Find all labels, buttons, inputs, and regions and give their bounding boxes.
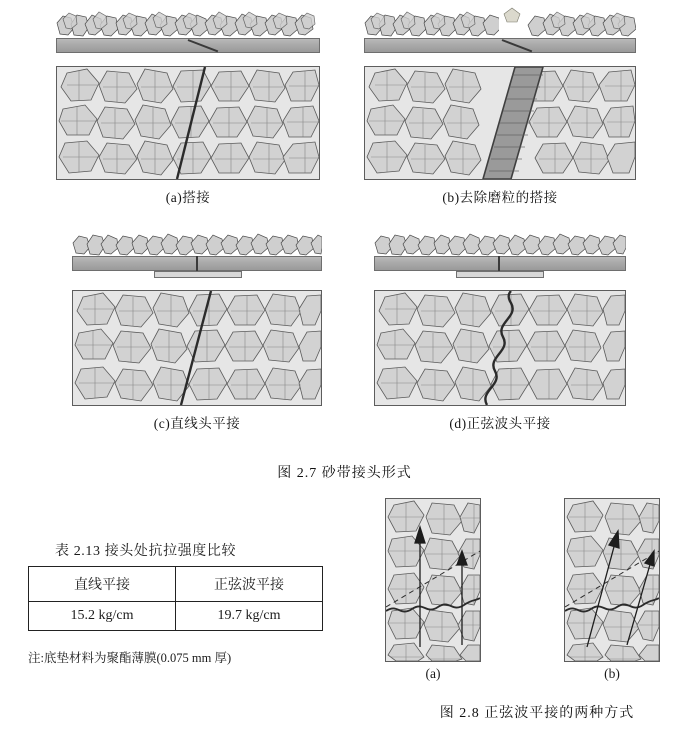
figure-2-7-panel-d [374, 228, 626, 431]
panel-d-caption: (d)正弦波头平接 [449, 416, 551, 431]
table-2-13-note: 注:底垫材料为聚酯薄膜(0.075 mm 厚) [28, 651, 232, 665]
table-row-header [29, 567, 323, 602]
splice-plate-d [456, 271, 544, 278]
splice-plate-c [154, 271, 242, 278]
figure-2-8-panel-a [385, 498, 481, 662]
seam-line-d-side [498, 256, 500, 272]
figure-2-8-title: 图 2.8 正弦波平接的两种方式 [439, 706, 635, 721]
table-2-13 [28, 566, 323, 631]
table-header-cell: 直线平接 [29, 567, 176, 602]
figure-2-7-title: 图 2.7 砂带接头形式 [277, 466, 412, 481]
figure-2-7-panel-c [72, 228, 322, 431]
table-cell: 15.2 kg/cm [29, 602, 176, 631]
backing-strip-d [374, 256, 626, 271]
figure-2-8-panel-b-caption: (b) [604, 666, 620, 681]
panel-b-caption: (b)去除磨粒的搭接 [442, 190, 558, 205]
abrasive-grain-layer-c [72, 228, 322, 256]
table-2-13-title: 表 2.13 接头处抗拉强度比较 [55, 544, 237, 559]
figure-2-7-panel-a [56, 4, 320, 204]
abrasive-grain-layer-b [364, 4, 636, 38]
magnified-view-b [364, 66, 636, 180]
figure-2-7-panel-b [364, 4, 636, 204]
panel-c-caption: (c)直线头平接 [153, 416, 241, 431]
magnified-view-a [56, 66, 320, 180]
figure-2-8-panel-b [564, 498, 660, 662]
table-cell: 19.7 kg/cm [176, 602, 323, 631]
magnified-view-d [374, 290, 626, 406]
table-row [29, 602, 323, 631]
backing-strip-b [364, 38, 636, 53]
panel-a-caption: (a)搭接 [165, 190, 211, 205]
figure-2-8-panel-a-caption: (a) [425, 666, 441, 681]
seam-line-c-side [196, 256, 198, 272]
table-header-cell: 正弦波平接 [176, 567, 323, 602]
abrasive-grain-layer-d [374, 228, 626, 256]
abrasive-grain-layer-a [56, 4, 320, 38]
magnified-view-c [72, 290, 322, 406]
